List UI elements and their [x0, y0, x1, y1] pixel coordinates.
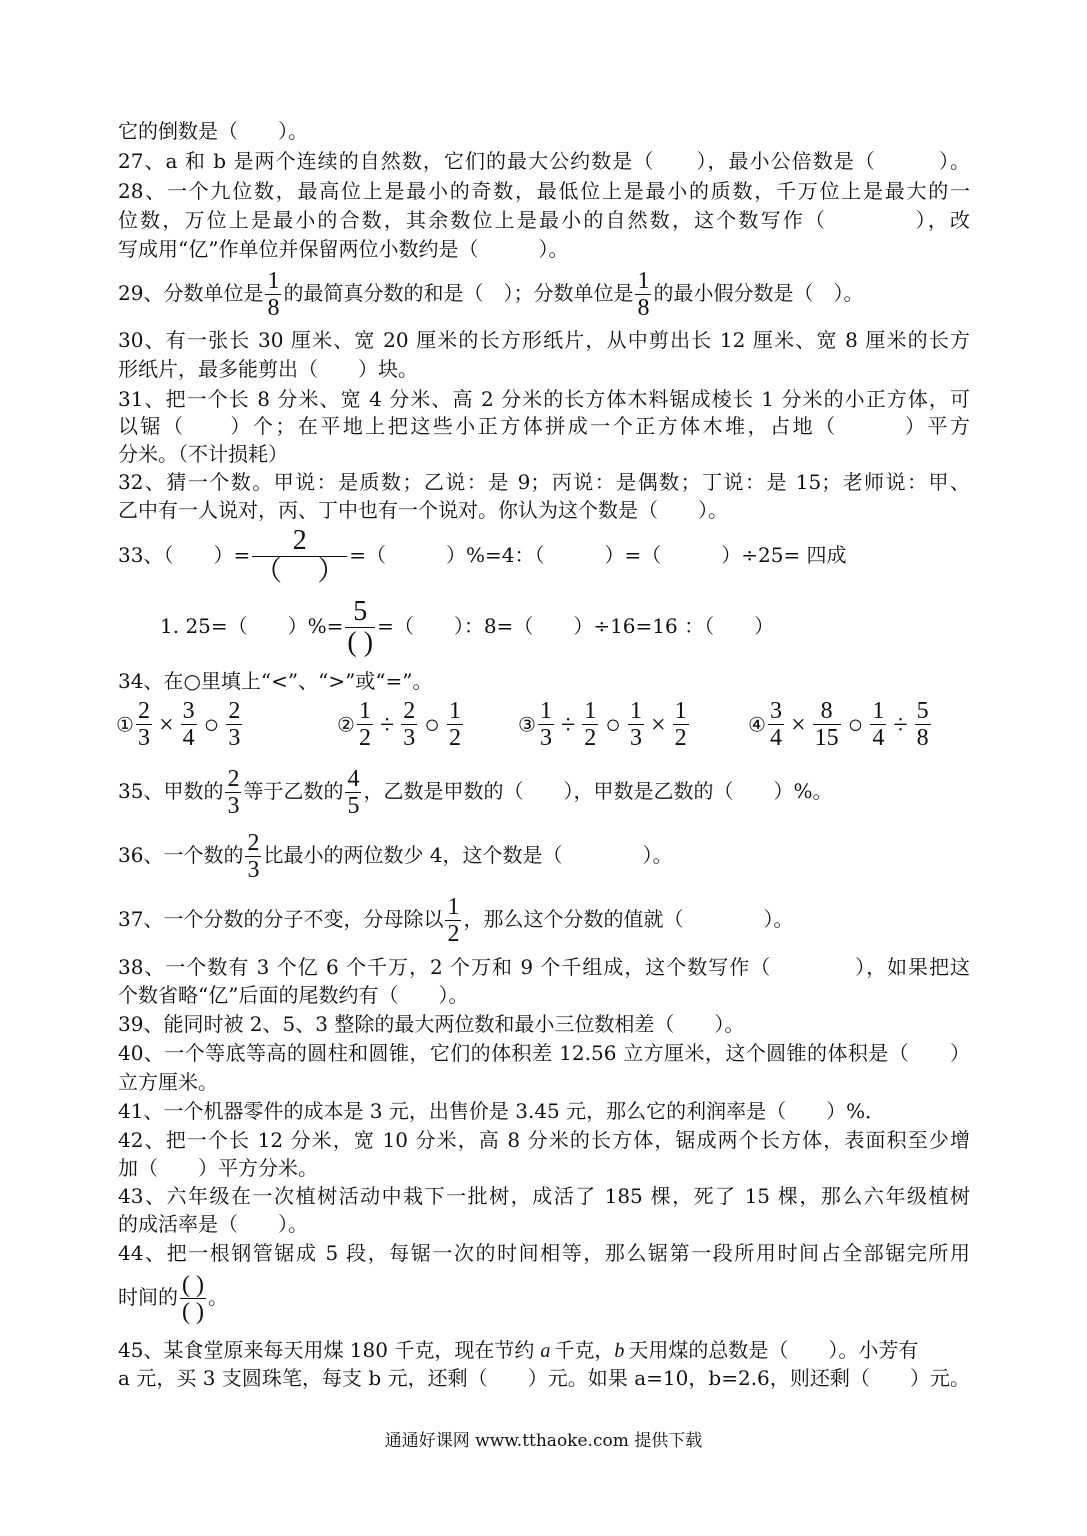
numerator: 1	[872, 698, 885, 724]
q44-text-1: 时间的	[118, 1285, 178, 1309]
numerator: 2	[252, 526, 347, 557]
denominator: 8	[267, 295, 280, 321]
variable-b: b	[614, 1340, 625, 1362]
question-45-line-2: a 元，买 3 支圆珠笔，每支 b 元，还剩（ ）元。如果 a=10，b=2.6，则还剩（ ）元。	[118, 1366, 970, 1390]
denominator: 2	[358, 725, 371, 751]
question-45-line-1	[118, 1336, 970, 1365]
fraction	[226, 698, 242, 751]
variable-a: a	[540, 1340, 551, 1362]
numerator: 1	[629, 698, 642, 724]
numerator: 2	[137, 698, 150, 724]
question-44-line-1: 44、把一根钢管锯成 5 段，每锯一次的时间相等，那么锯第一段所用时间占全部锯完所用	[118, 1241, 970, 1265]
q37-text-2: ，那么这个分数的值就（ ）。	[463, 907, 794, 931]
question-33-line-2	[160, 596, 970, 658]
question-31-line-2: 以锯（ ）个；在平地上把这些小正方体拼成一个正方体木堆，占地（ ）平方	[118, 414, 970, 438]
question-43-line-2: 的成活率是（ ）。	[118, 1212, 308, 1236]
denominator: 3	[137, 725, 150, 751]
fraction	[635, 268, 651, 321]
fraction	[136, 698, 152, 751]
numerator: 1	[637, 268, 650, 294]
denominator: 5	[347, 793, 360, 819]
question-36	[118, 826, 970, 884]
question-28-line-3: 写成用“亿”作单位并保留两位小数约是（ ）。	[118, 237, 569, 261]
numerator: 3	[769, 698, 782, 724]
denominator: ( )	[347, 627, 374, 658]
numerator: 1	[267, 268, 280, 294]
q36-text-2: 比最小的两位数少 4，这个数是（ ）。	[263, 843, 673, 867]
question-31-line-3: 分米。（不计损耗）	[118, 442, 288, 466]
question-40-line-2: 立方厘米。	[118, 1070, 218, 1094]
q33-text-2: =（ ）%=4：（ ）=（ ）÷25= 四成	[349, 543, 847, 567]
denominator: 4	[872, 725, 885, 751]
numerator: 2	[247, 830, 260, 856]
numerator: 4	[347, 766, 360, 792]
fraction	[628, 698, 644, 751]
fraction	[245, 830, 261, 883]
denominator: 3	[629, 725, 642, 751]
numerator: 2	[403, 698, 416, 724]
denominator: 8	[637, 295, 650, 321]
question-38-line-2: 个数省略“亿”后面的尾数约有（ ）。	[118, 983, 469, 1007]
fraction	[768, 698, 784, 751]
denominator: 4	[182, 725, 195, 751]
fraction	[447, 698, 463, 751]
q33-text-4: =（ ）：8=（ ）÷16=16 ：（ ）	[377, 614, 775, 638]
operator: ÷	[379, 709, 395, 739]
denominator: 3	[539, 725, 552, 751]
line-q26-tail: 它的倒数是（ ）。	[118, 119, 308, 143]
item-mark: ①	[116, 712, 134, 737]
fraction	[225, 766, 241, 819]
item-mark: ②	[337, 712, 355, 737]
numerator: 3	[182, 698, 195, 724]
q34-item	[518, 698, 691, 751]
denominator: 2	[584, 725, 597, 751]
denominator: 3	[403, 725, 416, 751]
question-42-line-2: 加（ ）平方分米。	[118, 1156, 318, 1180]
question-39: 39、能同时被 2、5、3 整除的最大两位数和最小三位数相差（ ）。	[118, 1012, 745, 1036]
q45-text-2: 千克，	[554, 1338, 615, 1362]
question-41: 41、一个机器零件的成本是 3 元，出售价是 3.45 元，那么它的利润率是（ ）%．	[118, 1099, 886, 1123]
q33-text-3: 1. 25=（ ）%=	[160, 614, 344, 638]
fraction	[538, 698, 554, 751]
question-30-line-2: 形纸片，最多能剪出（ ）块。	[118, 357, 418, 381]
question-44-line-2	[118, 1266, 970, 1328]
fraction	[345, 597, 375, 658]
footer-credit: 通通好课网 www.tthaoke.com 提供下载	[384, 1431, 703, 1451]
numerator: 1	[358, 698, 371, 724]
item-mark: ④	[748, 712, 766, 737]
numerator: 1	[448, 698, 461, 724]
fraction	[181, 698, 197, 751]
operator: ÷	[560, 709, 576, 739]
q35-text-1: 35、甲数的	[118, 779, 224, 803]
numerator: 1	[584, 698, 597, 724]
question-35	[118, 762, 970, 820]
question-42-line-1: 42、把一个长 12 分米，宽 10 分米，高 8 分米的长方体，锯成两个长方体，表面积至少增	[118, 1128, 970, 1152]
numerator: 8	[813, 698, 841, 725]
question-33-line-1	[118, 525, 970, 587]
numerator: 1	[447, 894, 460, 920]
numerator: 5	[916, 698, 929, 724]
numerator: 2	[228, 698, 241, 724]
q45-text-3: 天用煤的总数是（ ）。小芳有	[628, 1338, 919, 1362]
question-28-line-1: 28、一个九位数，最高位上是最小的奇数，最低位上是最小的质数，千万位上是最大的一	[118, 179, 970, 203]
question-29	[118, 264, 970, 322]
comparison-circle: ○	[203, 709, 220, 739]
question-30-line-1: 30、有一张长 30 厘米、宽 20 厘米的长方形纸片，从中剪出长 12 厘米、宽 8 厘米的长方	[118, 328, 970, 352]
question-37	[118, 890, 970, 948]
q44-text-2: 。	[207, 1285, 228, 1309]
denominator: 4	[769, 725, 782, 751]
fraction	[915, 698, 931, 751]
fraction	[345, 766, 361, 819]
question-32-line-1: 32、猜一个数。甲说：是质数；乙说：是 9；丙说：是偶数；丁说：是 15；老师说：甲、	[118, 470, 970, 494]
fraction	[265, 268, 281, 321]
comparison-circle: ○	[847, 709, 864, 739]
question-32-line-2: 乙中有一人说对，丙、丁中也有一个说对。你认为这个数是（ ）。	[118, 498, 728, 522]
q36-text-1: 36、一个数的	[118, 843, 244, 867]
q35-text-2: 等于乙数的	[243, 779, 344, 803]
q34-item	[337, 698, 465, 751]
fraction	[582, 698, 598, 751]
q37-text-1: 37、一个分数的分子不变，分母除以	[118, 907, 444, 931]
operator: ÷	[893, 709, 908, 739]
q33-text-1: 33、（ ）=	[118, 543, 251, 567]
denominator: 2	[447, 921, 460, 947]
denominator: 15	[814, 725, 839, 751]
comparison-circle: ○	[424, 709, 440, 739]
operator: ×	[158, 709, 174, 739]
q29-text-3: 的最小假分数是（ ）。	[653, 281, 864, 305]
q35-text-3: ，乙数是甲数的（ ），甲数是乙数的（ ）%。	[363, 779, 833, 803]
denominator: 3	[228, 725, 241, 751]
fraction	[357, 698, 373, 751]
question-40-line-1: 40、一个等底等高的圆柱和圆锥，它们的体积差 12.56 立方厘米，这个圆锥的体积是（ ）	[118, 1041, 970, 1065]
q34-item	[748, 698, 933, 751]
denominator: ( )	[182, 1299, 204, 1325]
q45-text-1: 45、某食堂原来每天用煤 180 千克，现在节约	[118, 1338, 535, 1362]
question-34: 34、在○里填上“<”、“>”或“=”。	[118, 669, 433, 693]
denominator: 3	[247, 857, 260, 883]
fraction	[401, 698, 417, 751]
comparison-circle: ○	[605, 709, 621, 739]
operator: ×	[790, 709, 806, 739]
numerator: 5	[345, 597, 375, 628]
denominator: （ ）	[254, 556, 346, 587]
denominator: 8	[916, 725, 929, 751]
q34-item	[116, 698, 244, 751]
question-31-line-1: 31、把一个长 8 分米、宽 4 分米、高 2 分米的长方体木料锯成棱长 1 分米的小正方体，可	[118, 387, 970, 411]
fraction	[870, 698, 886, 751]
fraction	[673, 698, 689, 751]
fraction	[180, 1272, 206, 1325]
q29-text-2: 的最简真分数的和是（ ）；分数单位是	[283, 281, 634, 305]
fraction	[813, 698, 841, 751]
question-28-line-2: 位数，万位上是最小的合数，其余数位上是最小的自然数，这个数写作（ ），改	[118, 208, 970, 232]
numerator: 1	[674, 698, 687, 724]
question-38-line-1: 38、一个数有 3 个亿 6 个千万，2 个万和 9 个千组成，这个数写作（ ），如果把这	[118, 955, 970, 979]
q29-text-1: 29、分数单位是	[118, 281, 264, 305]
numerator: ( )	[182, 1272, 204, 1298]
denominator: 2	[448, 725, 461, 751]
item-mark: ③	[518, 712, 536, 737]
numerator: 1	[539, 698, 552, 724]
numerator: 2	[227, 766, 240, 792]
denominator: 2	[674, 725, 687, 751]
question-27: 27、a 和 b 是两个连续的自然数，它们的最大公约数是（ ），最小公倍数是（ ）。	[118, 149, 970, 173]
question-43-line-1: 43、六年级在一次植树活动中栽下一批树，成活了 185 棵，死了 15 棵，那么六年级植树	[118, 1184, 970, 1208]
fraction	[252, 526, 347, 587]
operator: ×	[650, 709, 666, 739]
fraction	[445, 894, 461, 947]
denominator: 3	[227, 793, 240, 819]
